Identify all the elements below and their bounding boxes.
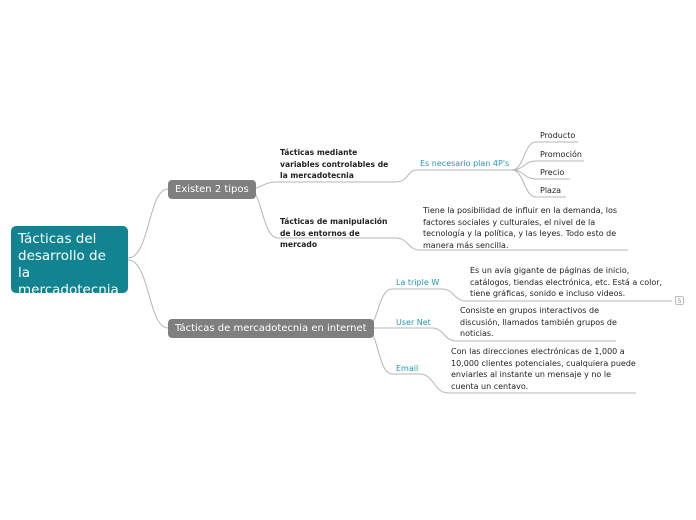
link-types-controllable: [249, 182, 396, 189]
link-root-internet: [128, 260, 168, 328]
topic-user-net-descripcion[interactable]: Consiste en grupos interactivos de discusión, llamados también grupos de noticias.: [460, 306, 617, 339]
topic-entornos-descripcion[interactable]: Tiene la posibilidad de influir en la demanda, los factores sociales y culturales, el nivel de la tecnología y la política, y las leyes. Todo esto de manera más sencilla.: [423, 206, 618, 250]
topic-user-net[interactable]: User Net: [396, 318, 431, 327]
link-controllable-4p: [396, 170, 512, 182]
branch-existen-2-tipos[interactable]: Existen 2 tipos: [168, 180, 256, 199]
root-topic[interactable]: Tácticas del desarrollo de la mercadotecnia: [11, 226, 128, 293]
topic-email-descripcion[interactable]: Con las direcciones electrónicas de 1,000 a 10,000 clientes potenciales, cualquiera puede enviarles al instante un mensaje y no le cuenta un centavo.: [451, 347, 636, 391]
topic-triple-w[interactable]: La triple W: [396, 278, 440, 287]
topic-precio[interactable]: Precio: [540, 168, 565, 177]
link-root-types: [128, 189, 168, 258]
topic-producto[interactable]: Producto: [540, 131, 576, 140]
topic-email[interactable]: Email: [396, 364, 419, 373]
topic-triple-w-descripcion[interactable]: Es un avía gigante de páginas de inicio, catálogos, tiendas electrónica, etc. Está a color, tiene gráficas, sonido e incluso videos.: [470, 266, 663, 299]
topic-tacticas-entornos[interactable]: Tácticas de manipulación de los entornos de mercado: [280, 217, 388, 249]
collapsed-count-badge[interactable]: 5: [675, 296, 684, 305]
topic-promocion[interactable]: Promoción: [540, 150, 582, 159]
topic-tacticas-controlables[interactable]: Tácticas mediante variables controlables de la mercadotecnia: [280, 148, 389, 180]
topic-plan-4p[interactable]: Es necesario plan 4P's: [420, 159, 510, 168]
topic-plaza[interactable]: Plaza: [540, 186, 562, 195]
branch-tacticas-internet[interactable]: Tácticas de mercadotecnia en internet: [168, 319, 374, 338]
